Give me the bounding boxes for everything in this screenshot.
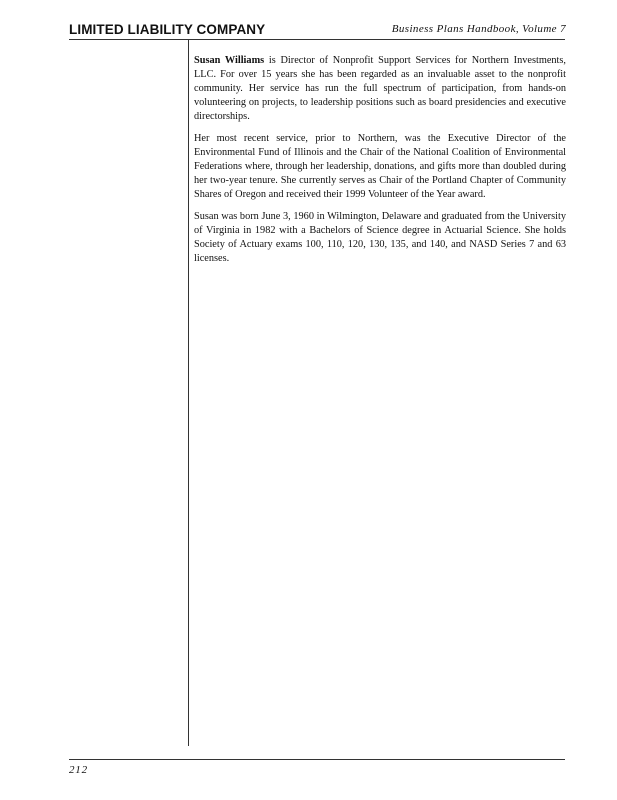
bio-intro-text: is Director of Nonprofit Support Services for Northern Investments, LLC. For over 15 years she has been regarded as an invaluable asset to the nonprofit community. Her service has run the full spectrum of participation, from hands-on volunteering on projects, to leadership positions such as board presidencies and executive directorships. <box>194 55 566 122</box>
paragraph-recent-service: Her most recent service, prior to Northern, was the Executive Director of the Environmental Fund of Illinois and the Chair of the National Coalition of Environmental Federations where, through her leadership, donations, and gifts more than doubled during her two-year tenure. She currently serves as Chair of the Portland Chapter of Community Shares of Oregon and received their 1999 Volunteer of the Year award. <box>194 133 566 200</box>
margin-vertical-divider <box>188 40 189 746</box>
paragraph-bio-intro <box>194 54 566 124</box>
paragraph-education: Susan was born June 3, 1960 in Wilmington, Delaware and graduated from the University of Virginia in 1982 with a Bachelors of Science degree in Actuarial Science. She holds Society of Actuary exams 100, 110, 120, 130, 135, and 140, and NASD Series 7 and 63 licenses. <box>194 211 566 264</box>
page-number: 212 <box>69 764 88 776</box>
main-text-column <box>194 54 566 274</box>
running-header-section-title: LIMITED LIABILITY COMPANY <box>69 22 266 37</box>
header-divider <box>69 39 565 40</box>
footer-divider <box>69 759 565 760</box>
running-header-book-title: Business Plans Handbook, Volume 7 <box>391 23 566 35</box>
bio-person-name: Susan Williams <box>194 55 265 66</box>
